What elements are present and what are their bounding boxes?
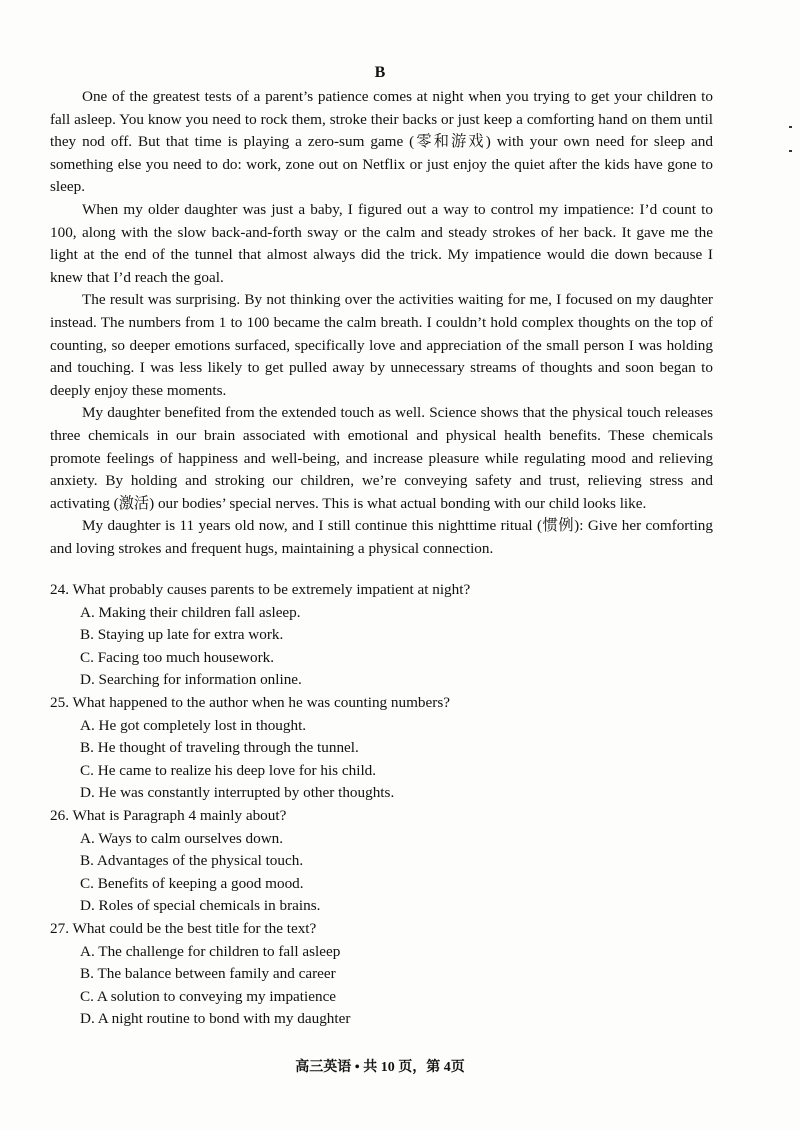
reading-passage [50, 86, 713, 560]
option-c: C. Benefits of keeping a good mood. [80, 874, 304, 892]
option-a: A. The challenge for children to fall asleep [80, 942, 341, 960]
option-d: D. Roles of special chemicals in brains. [80, 897, 321, 915]
question-stem: 26. What is Paragraph 4 mainly about? [50, 806, 287, 824]
option-c: C. Facing too much housework. [80, 648, 275, 666]
section-title: B [374, 64, 386, 81]
paragraph-1: One of the greatest tests of a parent’s patience comes at night when you trying to get your children to fall asleep. You know you need to rock them, stroke their backs or just keep a comforting hand on them until they nod off. But that time is playing a zero-sum game (零和游戏) with your own need for sleep and something else you need to do: work, zone out on Netflix or just enjoy the quiet after the kids have gone to sleep. [50, 88, 713, 196]
question-stem: 24. What probably causes parents to be extremely impatient at night? [50, 581, 471, 598]
question-stem: 25. What happened to the author when he was counting numbers? [50, 693, 450, 711]
option-c: C. A solution to conveying my impatience [80, 987, 337, 1005]
paragraph-4: My daughter benefited from the extended touch as well. Science shows that the physical touch releases three chemicals in our brain associated with emotional and physical health benefits. These chemicals promote feelings of happiness and well-being, and increase pleasure while regulating mood and relieving anxiety. By holding and stroking our children, we’re conveying safety and trust, relieving stress and activating (激活) our bodies’ special nerves. This is what actual bonding with our child looks like. [50, 404, 713, 512]
question-25 [50, 692, 713, 805]
option-a: A. He got completely lost in thought. [80, 716, 307, 734]
option-b: B. Staying up late for extra work. [80, 626, 284, 644]
paragraph-5: My daughter is 11 years old now, and I still continue this nighttime ritual (惯例): Give her comforting and loving strokes and frequent hugs, maintaining a physical connection. [50, 517, 713, 557]
paragraph-2: When my older daughter was just a baby, I figured out a way to control my impatience: I’d count to 100, along with the slow back-and-forth sway or the calm and steady strokes of her back. It gave me the light at the end of the tunnel that almost always did the trick. My impatience would die down because I knew that I’d reach the goal. [50, 200, 713, 286]
option-c: C. He came to realize his deep love for his child. [80, 761, 377, 779]
option-d: D. A night routine to bond with my daughter [80, 1010, 351, 1028]
option-a: A. Making their children fall asleep. [80, 603, 301, 621]
scan-margin-mark [789, 126, 792, 128]
question-stem: 27. What could be the best title for the text? [50, 919, 317, 937]
option-b: B. The balance between family and career [80, 965, 336, 983]
option-b: B. He thought of traveling through the tunnel. [80, 739, 359, 757]
option-b: B. Advantages of the physical touch. [80, 852, 304, 870]
paragraph-3: The result was surprising. By not thinking over the activities waiting for me, I focused on my daughter instead. The numbers from 1 to 100 became the calm breath. I couldn’t hold complex thoughts on the top of counting, so deeper emotions surfaced, specifically love and appreciation of the small person I was holding and touching. I was less likely to get pulled away by unnecessary streams of thoughts and soon began to deeply enjoy these moments. [50, 291, 713, 399]
option-d: D. Searching for information online. [80, 671, 302, 689]
question-list [50, 579, 713, 1031]
page-footer: 高三英语 • 共 10 页，第 4页 [295, 1060, 465, 1075]
question-27 [50, 918, 713, 1031]
question-26 [50, 805, 713, 918]
scan-margin-mark [789, 150, 792, 152]
option-d: D. He was constantly interrupted by other thoughts. [80, 784, 395, 802]
question-24 [50, 579, 713, 692]
option-a: A. Ways to calm ourselves down. [80, 829, 284, 847]
